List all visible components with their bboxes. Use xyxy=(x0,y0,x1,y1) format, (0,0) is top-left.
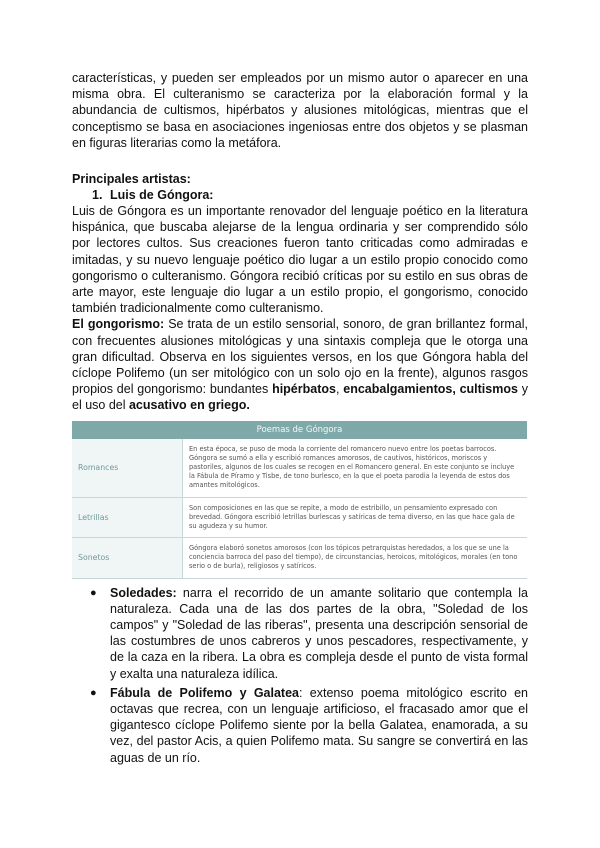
bullet-icon: ● xyxy=(90,586,97,599)
list-number: 1. xyxy=(92,188,103,203)
list-item xyxy=(72,685,528,766)
work-description: : extenso poema mitológico escrito en octavas que recrea, con un lenguaje artificioso, el fracasado amor que el gigantesco cíclope Polifemo siente por la bella Galatea, enamorada, a su vez, del pastor Acis, a quien Polifemo mata. Su sangre se convertirá en las aguas de un río. xyxy=(110,685,528,765)
bold-acusativo: acusativo en griego. xyxy=(128,398,250,413)
work-description: narra el recorrido de un amante solitario que contempla la naturaleza. Cada una de las dos partes de la obra, "Soledad de los campos" y "Soledad de las riberas", presenta una descripción sensorial de las costumbres de unos cabreros y unos pescadores, respectivamente, y de la caza en la ribera. La obra es compleja desde el punto de vista formal y exalta una naturaleza idílica. xyxy=(110,585,528,681)
table-category: Romances xyxy=(72,439,183,498)
list-item xyxy=(72,585,528,682)
poems-table xyxy=(72,421,527,579)
works-list xyxy=(72,585,528,766)
gongorismo-text-1: Se trata de un estilo sensorial, sonoro, de gran brillantez formal, con frecuentes alusiones mitológicas y una sintaxis compleja que le otorga una gran dificultad. Observa en los siguientes versos, en los que Góngora habla del cíclope Polifemo (un ser mitológico con un solo ojo en la frente), algunos rasgos propios del gongorismo: bundantes xyxy=(72,317,528,397)
work-title: Fábula de Polifemo y Galatea xyxy=(110,685,299,700)
separator: , xyxy=(335,382,344,397)
table-category: Sonetos xyxy=(72,537,183,578)
table-description: Son composiciones en las que se repite, a modo de estribillo, un pensamiento expresado con brevedad. Góngora escribió letrillas burlescas y satíricas de tema diverso, en las que hace gala de su agudeza y su humor. xyxy=(183,497,528,537)
table-row xyxy=(72,497,527,537)
table-title: Poemas de Góngora xyxy=(72,421,527,439)
bold-hiperbatos: hipérbatos xyxy=(272,382,336,397)
table-description: En esta época, se puso de moda la corriente del romancero nuevo entre los poetas barrocos. Góngora se sumó a ella y escribió romances amorosos, de cautivos, históricos, moriscos y pastoriles, algunos de los cuales se recogen en el Romancero general. En este conjunto se incluye la Fábula de Píramo y Tisbe, de tono burlesco, en la que el poeta parodia la leyenda de estos dos amantes mitológicos. xyxy=(183,439,528,498)
section-heading: Principales artistas: xyxy=(72,172,191,187)
table-category: Letrillas xyxy=(72,497,183,537)
document-page xyxy=(72,70,528,769)
artist-heading xyxy=(92,187,528,203)
table-row xyxy=(72,439,527,498)
work-title: Soledades: xyxy=(110,585,177,600)
gongorismo-text-2: y el uso del xyxy=(72,382,528,413)
table-row xyxy=(72,537,527,578)
gongorismo-paragraph xyxy=(72,316,528,413)
gongora-paragraph: Luis de Góngora es un importante renovador del lenguaje poético en la literatura hispánica, que buscaba alejarse de la lengua ordinaria y ser comprendido sólo por lectores cultos. Sus creaciones fueron tanto criticadas como admiradas e imitadas, y su nuevo lenguaje poético dio lugar a un estilo propio conocido como gongorismo o culteranismo. Góngora recibió críticas por su estilo en sus obras de arte mayor, este lenguaje dio lugar a un estilo propio, el gongorismo, conocido también tradicionalmente como culteranismo. xyxy=(72,204,528,316)
intro-paragraph: características, y pueden ser empleados por un mismo autor o aparecer en una misma obra. El culteranismo se caracteriza por la elaboración formal y la abundancia de cultismos, hipérbatos y alusiones mitológicas, mientras que el conceptismo se basa en asociaciones ingeniosas entre dos objetos y se plasman en figuras literarias como la metáfora. xyxy=(72,71,528,150)
bold-encabalgamientos: encabalgamientos, cultismos xyxy=(343,382,518,397)
gongorismo-term: El gongorismo: xyxy=(72,317,165,332)
bullet-icon: ● xyxy=(90,686,97,699)
table-description: Góngora elaboró sonetos amorosos (con los tópicos petrarquistas heredados, a los que se une la conciencia barroca del paso del tiempo), de circunstancias, heroicos, mitológicos, morales (en tono serio o de burla), religiosos y satíricos. xyxy=(183,537,528,578)
artist-name: Luis de Góngora: xyxy=(110,188,214,203)
